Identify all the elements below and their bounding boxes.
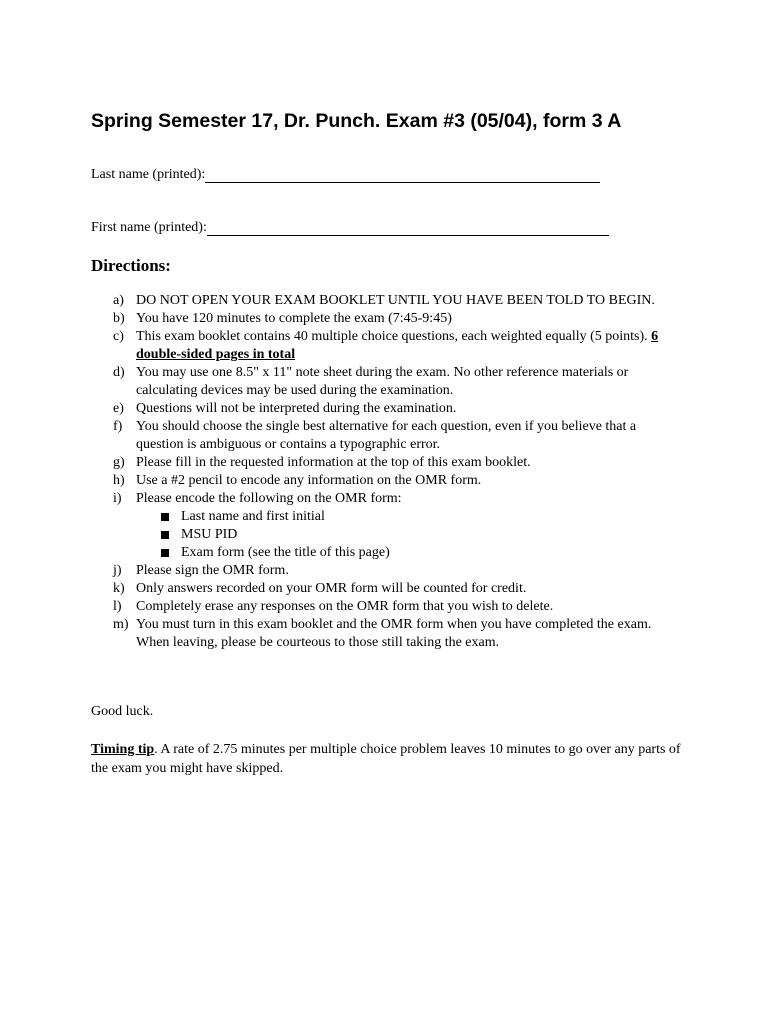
item-marker: f) xyxy=(113,419,123,434)
direction-item xyxy=(113,562,683,580)
last-name-label: Last name (printed): xyxy=(91,167,206,182)
item-emphasis: 6 double-sided pages in total xyxy=(136,329,659,362)
direction-item xyxy=(113,616,683,652)
square-bullet-icon xyxy=(161,531,169,539)
timing-tip-text: . A rate of 2.75 minutes per multiple choice problem leaves 10 minutes to go over any parts of the exam you might have skipped. xyxy=(91,742,681,776)
omr-encode-list xyxy=(136,508,683,562)
sub-item-text: MSU PID xyxy=(181,527,238,542)
square-bullet-icon xyxy=(161,513,169,521)
direction-item xyxy=(113,400,683,418)
last-name-blank-line xyxy=(205,167,600,183)
direction-item xyxy=(113,418,683,454)
item-text: Completely erase any responses on the OMR form that you wish to delete. xyxy=(136,599,554,614)
item-marker: b) xyxy=(113,311,125,326)
timing-tip-paragraph xyxy=(91,740,691,778)
sub-item-text: Last name and first initial xyxy=(181,509,325,524)
direction-item xyxy=(113,364,683,400)
item-marker: i) xyxy=(113,491,122,506)
sub-item-text: Exam form (see the title of this page) xyxy=(181,545,390,560)
first-name-blank-line xyxy=(207,220,609,236)
direction-item xyxy=(113,472,683,490)
direction-item xyxy=(113,310,683,328)
item-marker: e) xyxy=(113,401,124,416)
item-text: Please sign the OMR form. xyxy=(136,563,289,578)
first-name-label: First name (printed): xyxy=(91,220,207,235)
item-text: Please fill in the requested information at the top of this exam booklet. xyxy=(136,455,531,470)
sub-list-item xyxy=(158,544,683,562)
directions-list xyxy=(113,292,683,652)
item-marker: a) xyxy=(113,293,124,308)
exam-title: Spring Semester 17, Dr. Punch. Exam #3 (05/04), form 3 A xyxy=(91,110,622,132)
item-text: DO NOT OPEN YOUR EXAM BOOKLET UNTIL YOU HAVE BEEN TOLD TO BEGIN. xyxy=(136,293,655,308)
square-bullet-icon xyxy=(161,549,169,557)
item-marker: c) xyxy=(113,329,124,344)
direction-item xyxy=(113,598,683,616)
item-text: Only answers recorded on your OMR form will be counted for credit. xyxy=(136,581,527,596)
item-text: You should choose the single best alternative for each question, even if you believe that a question is ambiguous or contains a typographic error. xyxy=(136,419,637,452)
item-marker: k) xyxy=(113,581,125,596)
direction-item xyxy=(113,328,683,364)
sub-list-item xyxy=(158,526,683,544)
timing-tip-label: Timing tip xyxy=(91,742,155,757)
item-text: Questions will not be interpreted during the examination. xyxy=(136,401,457,416)
item-text: You must turn in this exam booklet and the OMR form when you have completed the exam. When leaving, please be courteous to those still taking the exam. xyxy=(136,617,652,650)
direction-item xyxy=(113,292,683,310)
sub-list-item xyxy=(158,508,683,526)
item-marker: m) xyxy=(113,617,129,632)
item-text: Use a #2 pencil to encode any information on the OMR form. xyxy=(136,473,482,488)
directions-heading: Directions: xyxy=(91,256,171,275)
item-marker: h) xyxy=(113,473,125,488)
item-marker: l) xyxy=(113,599,122,614)
item-text: Please encode the following on the OMR form: xyxy=(136,491,402,506)
item-text: You may use one 8.5" x 11" note sheet during the exam. No other reference materials or calculating devices may be used during the examination. xyxy=(136,365,629,398)
direction-item xyxy=(113,580,683,598)
item-marker: j) xyxy=(113,563,122,578)
item-text: This exam booklet contains 40 multiple choice questions, each weighted equally (5 points). xyxy=(136,329,652,344)
direction-item xyxy=(113,454,683,472)
item-text: You have 120 minutes to complete the exam (7:45-9:45) xyxy=(136,311,452,326)
item-marker: g) xyxy=(113,455,125,470)
direction-item xyxy=(113,490,683,562)
good-luck-text: Good luck. xyxy=(91,704,154,719)
first-name-row xyxy=(91,220,609,236)
last-name-row xyxy=(91,167,600,183)
item-marker: d) xyxy=(113,365,125,380)
